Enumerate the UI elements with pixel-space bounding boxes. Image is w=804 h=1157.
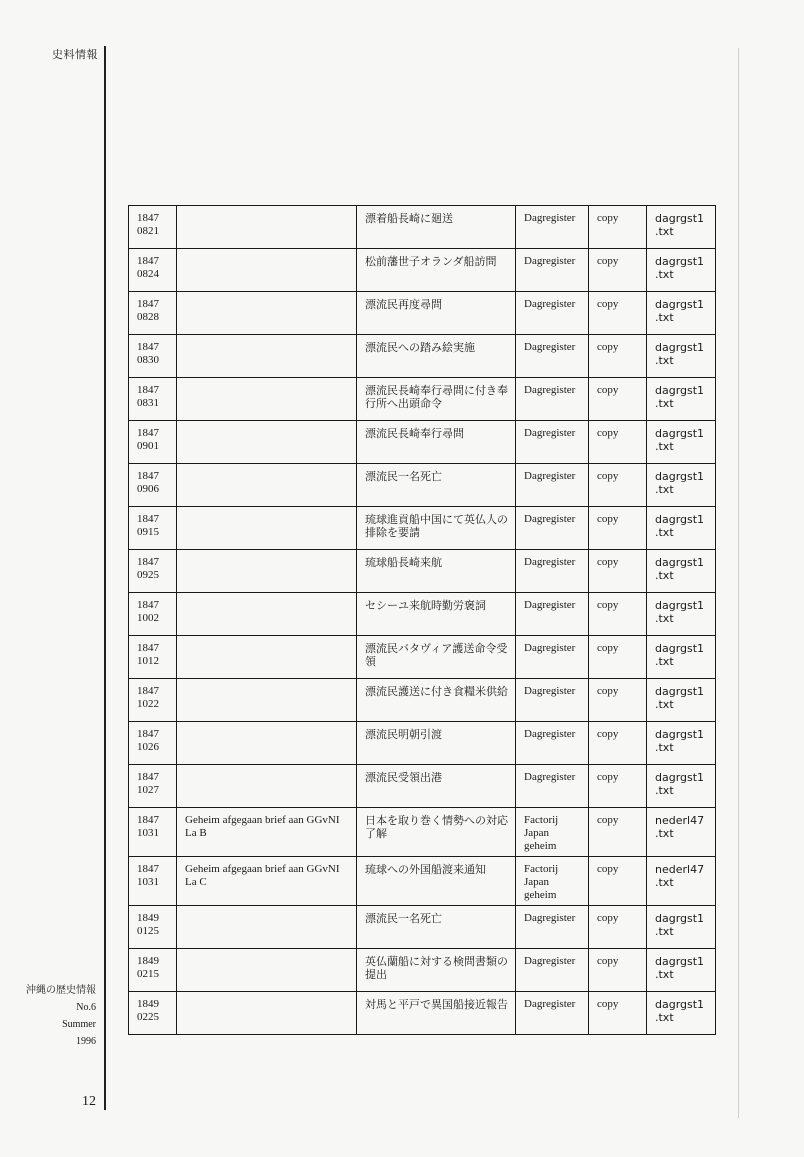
source-cell bbox=[516, 593, 589, 636]
date-date-year: 1847 bbox=[137, 814, 159, 826]
type-cell bbox=[589, 949, 647, 992]
source-source: Dagregister bbox=[524, 298, 576, 310]
date-date-md: 0915 bbox=[137, 526, 159, 538]
source-cell bbox=[516, 378, 589, 421]
type-cell bbox=[589, 550, 647, 593]
table-row bbox=[129, 464, 716, 507]
file-file-line2: .txt bbox=[655, 397, 674, 410]
file-file-line2: .txt bbox=[655, 741, 674, 754]
file-cell bbox=[647, 550, 716, 593]
file-file-line2: .txt bbox=[655, 440, 674, 453]
file-cell bbox=[647, 722, 716, 765]
issue-season: Summer bbox=[62, 1019, 96, 1030]
source-cell bbox=[516, 857, 589, 906]
file-cell bbox=[647, 421, 716, 464]
type-type: copy bbox=[597, 998, 619, 1010]
records-body bbox=[129, 206, 716, 1035]
date-date-md: 1002 bbox=[137, 612, 159, 624]
file-cell bbox=[647, 949, 716, 992]
source-source: Factorij Japan geheim bbox=[524, 863, 559, 901]
type-cell bbox=[589, 249, 647, 292]
date-date-year: 1847 bbox=[137, 863, 159, 875]
file-file-line1: dagrgst1 bbox=[655, 255, 705, 268]
source-cell bbox=[516, 550, 589, 593]
type-type: copy bbox=[597, 427, 619, 439]
subject-cell bbox=[357, 507, 516, 550]
date-date-md: 0828 bbox=[137, 311, 159, 323]
source-source: Dagregister bbox=[524, 998, 576, 1010]
file-file-line1: dagrgst1 bbox=[655, 384, 705, 397]
file-cell bbox=[647, 507, 716, 550]
source-cell bbox=[516, 206, 589, 249]
table-row bbox=[129, 992, 716, 1035]
title-cell bbox=[177, 464, 357, 507]
subject-subject: 琉球船長崎来航 bbox=[365, 556, 442, 569]
file-file-line1: dagrgst1 bbox=[655, 298, 705, 311]
date-cell bbox=[129, 765, 177, 808]
date-date-year: 1847 bbox=[137, 384, 159, 396]
date-cell bbox=[129, 857, 177, 906]
type-type: copy bbox=[597, 599, 619, 611]
source-source: Dagregister bbox=[524, 771, 576, 783]
date-date-year: 1847 bbox=[137, 771, 159, 783]
file-cell bbox=[647, 906, 716, 949]
file-file-line2: .txt bbox=[655, 354, 674, 367]
subject-cell bbox=[357, 421, 516, 464]
date-date-md: 1026 bbox=[137, 741, 159, 753]
date-cell bbox=[129, 679, 177, 722]
file-file-line1: dagrgst1 bbox=[655, 912, 705, 925]
source-cell bbox=[516, 722, 589, 765]
file-file-line2: .txt bbox=[655, 925, 674, 938]
title-cell bbox=[177, 857, 357, 906]
source-source: Dagregister bbox=[524, 255, 576, 267]
file-file-line2: .txt bbox=[655, 1011, 674, 1024]
title-title-line2: La B bbox=[185, 827, 207, 839]
title-cell bbox=[177, 550, 357, 593]
subject-subject: 漂流民受領出港 bbox=[365, 771, 442, 784]
subject-subject: 漂流民明朝引渡 bbox=[365, 728, 442, 741]
table-row bbox=[129, 906, 716, 949]
table-row bbox=[129, 808, 716, 857]
file-cell bbox=[647, 464, 716, 507]
title-cell bbox=[177, 249, 357, 292]
file-cell bbox=[647, 335, 716, 378]
date-cell bbox=[129, 808, 177, 857]
date-date-md: 0215 bbox=[137, 968, 159, 980]
table-row bbox=[129, 507, 716, 550]
date-date-year: 1847 bbox=[137, 427, 159, 439]
file-cell bbox=[647, 206, 716, 249]
file-file-line1: dagrgst1 bbox=[655, 728, 705, 741]
table-row bbox=[129, 249, 716, 292]
date-date-md: 0125 bbox=[137, 925, 159, 937]
table-row bbox=[129, 857, 716, 906]
file-file-line1: dagrgst1 bbox=[655, 642, 705, 655]
title-cell bbox=[177, 292, 357, 335]
file-file-line2: .txt bbox=[655, 268, 674, 281]
title-cell bbox=[177, 507, 357, 550]
source-source: Dagregister bbox=[524, 955, 576, 967]
file-file-line1: dagrgst1 bbox=[655, 341, 705, 354]
file-file-line1: nederl47 bbox=[655, 814, 705, 827]
table-row bbox=[129, 679, 716, 722]
file-cell bbox=[647, 593, 716, 636]
table-row bbox=[129, 949, 716, 992]
date-cell bbox=[129, 550, 177, 593]
type-cell bbox=[589, 808, 647, 857]
file-file-line1: dagrgst1 bbox=[655, 599, 705, 612]
date-cell bbox=[129, 722, 177, 765]
file-cell bbox=[647, 679, 716, 722]
subject-subject: 琉球への外国船渡来通知 bbox=[365, 863, 486, 876]
type-cell bbox=[589, 378, 647, 421]
title-cell bbox=[177, 421, 357, 464]
date-cell bbox=[129, 906, 177, 949]
title-cell bbox=[177, 906, 357, 949]
type-cell bbox=[589, 906, 647, 949]
subject-cell bbox=[357, 679, 516, 722]
source-source: Dagregister bbox=[524, 685, 576, 697]
table-row bbox=[129, 292, 716, 335]
file-cell bbox=[647, 765, 716, 808]
table-row bbox=[129, 421, 716, 464]
source-source: Dagregister bbox=[524, 341, 576, 353]
date-date-year: 1847 bbox=[137, 255, 159, 267]
subject-cell bbox=[357, 206, 516, 249]
date-date-year: 1847 bbox=[137, 212, 159, 224]
type-cell bbox=[589, 992, 647, 1035]
date-date-md: 0901 bbox=[137, 440, 159, 452]
source-cell bbox=[516, 335, 589, 378]
title-cell bbox=[177, 206, 357, 249]
date-date-year: 1849 bbox=[137, 912, 159, 924]
date-date-year: 1849 bbox=[137, 998, 159, 1010]
source-source: Factorij Japan geheim bbox=[524, 814, 559, 852]
source-source: Dagregister bbox=[524, 556, 576, 568]
type-cell bbox=[589, 507, 647, 550]
type-type: copy bbox=[597, 685, 619, 697]
source-source: Dagregister bbox=[524, 513, 576, 525]
source-source: Dagregister bbox=[524, 470, 576, 482]
title-cell bbox=[177, 808, 357, 857]
type-cell bbox=[589, 722, 647, 765]
file-file-line1: dagrgst1 bbox=[655, 685, 705, 698]
file-file-line1: dagrgst1 bbox=[655, 998, 705, 1011]
subject-subject: 漂流民バタヴィア護送命令受領 bbox=[365, 642, 508, 668]
file-cell bbox=[647, 292, 716, 335]
date-date-md: 0821 bbox=[137, 225, 159, 237]
subject-subject: 対馬と平戸で異国船接近報告 bbox=[365, 998, 508, 1011]
date-date-md: 0906 bbox=[137, 483, 159, 495]
subject-subject: 英仏蘭船に対する検問書類の提出 bbox=[365, 955, 508, 981]
subject-cell bbox=[357, 857, 516, 906]
table-row bbox=[129, 378, 716, 421]
type-cell bbox=[589, 593, 647, 636]
table-row bbox=[129, 765, 716, 808]
title-cell bbox=[177, 593, 357, 636]
file-cell bbox=[647, 636, 716, 679]
subject-cell bbox=[357, 464, 516, 507]
subject-cell bbox=[357, 335, 516, 378]
type-type: copy bbox=[597, 771, 619, 783]
date-cell bbox=[129, 636, 177, 679]
title-cell bbox=[177, 378, 357, 421]
type-type: copy bbox=[597, 814, 619, 826]
type-type: copy bbox=[597, 470, 619, 482]
date-date-year: 1847 bbox=[137, 685, 159, 697]
date-cell bbox=[129, 249, 177, 292]
file-file-line2: .txt bbox=[655, 225, 674, 238]
file-file-line1: nederl47 bbox=[655, 863, 705, 876]
subject-cell bbox=[357, 722, 516, 765]
date-date-md: 1031 bbox=[137, 876, 159, 888]
source-source: Dagregister bbox=[524, 427, 576, 439]
title-title-line2: La C bbox=[185, 876, 207, 888]
subject-subject: セシーユ来航時勤労褒詞 bbox=[365, 599, 486, 612]
file-cell bbox=[647, 249, 716, 292]
date-date-year: 1847 bbox=[137, 642, 159, 654]
date-date-md: 0225 bbox=[137, 1011, 159, 1023]
date-cell bbox=[129, 421, 177, 464]
subject-subject: 漂流民長崎奉行尋問に付き奉行所へ出頭命令 bbox=[365, 384, 508, 410]
file-cell bbox=[647, 857, 716, 906]
file-file-line1: dagrgst1 bbox=[655, 427, 705, 440]
date-date-year: 1847 bbox=[137, 341, 159, 353]
type-cell bbox=[589, 292, 647, 335]
source-cell bbox=[516, 636, 589, 679]
type-type: copy bbox=[597, 556, 619, 568]
file-file-line2: .txt bbox=[655, 526, 674, 539]
date-date-md: 0824 bbox=[137, 268, 159, 280]
date-cell bbox=[129, 378, 177, 421]
file-cell bbox=[647, 992, 716, 1035]
source-cell bbox=[516, 464, 589, 507]
date-date-year: 1849 bbox=[137, 955, 159, 967]
date-cell bbox=[129, 507, 177, 550]
subject-subject: 日本を取り巻く情勢への対応了解 bbox=[365, 814, 508, 840]
table-row bbox=[129, 335, 716, 378]
title-cell bbox=[177, 722, 357, 765]
file-file-line2: .txt bbox=[655, 827, 674, 840]
subject-cell bbox=[357, 949, 516, 992]
date-cell bbox=[129, 949, 177, 992]
subject-cell bbox=[357, 378, 516, 421]
file-file-line2: .txt bbox=[655, 655, 674, 668]
file-file-line1: dagrgst1 bbox=[655, 556, 705, 569]
source-cell bbox=[516, 992, 589, 1035]
table-row bbox=[129, 206, 716, 249]
type-type: copy bbox=[597, 728, 619, 740]
type-type: copy bbox=[597, 255, 619, 267]
type-cell bbox=[589, 765, 647, 808]
source-cell bbox=[516, 249, 589, 292]
title-cell bbox=[177, 992, 357, 1035]
type-type: copy bbox=[597, 384, 619, 396]
type-cell bbox=[589, 636, 647, 679]
subject-cell bbox=[357, 636, 516, 679]
file-file-line1: dagrgst1 bbox=[655, 212, 705, 225]
source-cell bbox=[516, 679, 589, 722]
table-row bbox=[129, 593, 716, 636]
source-cell bbox=[516, 507, 589, 550]
date-cell bbox=[129, 292, 177, 335]
subject-subject: 漂着船長崎に廻送 bbox=[365, 212, 453, 225]
source-source: Dagregister bbox=[524, 912, 576, 924]
source-cell bbox=[516, 808, 589, 857]
source-source: Dagregister bbox=[524, 599, 576, 611]
file-cell bbox=[647, 808, 716, 857]
records-table bbox=[128, 205, 716, 1035]
date-date-year: 1847 bbox=[137, 556, 159, 568]
file-file-line2: .txt bbox=[655, 968, 674, 981]
source-cell bbox=[516, 292, 589, 335]
subject-subject: 漂流民護送に付き食糧米供給 bbox=[365, 685, 508, 698]
source-source: Dagregister bbox=[524, 212, 576, 224]
subject-cell bbox=[357, 992, 516, 1035]
date-cell bbox=[129, 464, 177, 507]
date-date-year: 1847 bbox=[137, 470, 159, 482]
subject-subject: 漂流民再度尋問 bbox=[365, 298, 442, 311]
subject-cell bbox=[357, 765, 516, 808]
source-cell bbox=[516, 906, 589, 949]
date-date-md: 1012 bbox=[137, 655, 159, 667]
subject-subject: 琉球進貢船中国にて英仏人の排除を要請 bbox=[365, 513, 508, 539]
date-date-year: 1847 bbox=[137, 298, 159, 310]
issue-number: No.6 bbox=[76, 1002, 96, 1013]
file-file-line1: dagrgst1 bbox=[655, 513, 705, 526]
section-label: 史料情報 bbox=[52, 48, 98, 61]
file-file-line2: .txt bbox=[655, 612, 674, 625]
title-title-line1: Geheim afgegaan brief aan GGvNI bbox=[185, 863, 340, 875]
subject-subject: 漂流民一名死亡 bbox=[365, 470, 442, 483]
type-type: copy bbox=[597, 955, 619, 967]
title-cell bbox=[177, 949, 357, 992]
date-date-md: 0830 bbox=[137, 354, 159, 366]
subject-cell bbox=[357, 292, 516, 335]
type-type: copy bbox=[597, 298, 619, 310]
file-file-line2: .txt bbox=[655, 876, 674, 889]
file-file-line1: dagrgst1 bbox=[655, 771, 705, 784]
type-cell bbox=[589, 421, 647, 464]
type-type: copy bbox=[597, 912, 619, 924]
type-type: copy bbox=[597, 863, 619, 875]
subject-cell bbox=[357, 593, 516, 636]
issue-year: 1996 bbox=[76, 1036, 96, 1047]
source-source: Dagregister bbox=[524, 728, 576, 740]
date-date-md: 1027 bbox=[137, 784, 159, 796]
title-cell bbox=[177, 679, 357, 722]
journal-info bbox=[20, 982, 96, 1050]
file-file-line2: .txt bbox=[655, 784, 674, 797]
file-file-line1: dagrgst1 bbox=[655, 470, 705, 483]
page-number: 12 bbox=[82, 1094, 96, 1109]
title-cell bbox=[177, 335, 357, 378]
title-cell bbox=[177, 636, 357, 679]
date-date-year: 1847 bbox=[137, 513, 159, 525]
type-type: copy bbox=[597, 341, 619, 353]
type-type: copy bbox=[597, 513, 619, 525]
subject-subject: 漂流民への踏み絵実施 bbox=[365, 341, 475, 354]
subject-cell bbox=[357, 906, 516, 949]
type-cell bbox=[589, 464, 647, 507]
date-cell bbox=[129, 335, 177, 378]
type-type: copy bbox=[597, 212, 619, 224]
title-title-line1: Geheim afgegaan brief aan GGvNI bbox=[185, 814, 340, 826]
type-cell bbox=[589, 679, 647, 722]
table-row bbox=[129, 636, 716, 679]
file-file-line2: .txt bbox=[655, 483, 674, 496]
source-cell bbox=[516, 421, 589, 464]
file-file-line2: .txt bbox=[655, 698, 674, 711]
date-cell bbox=[129, 992, 177, 1035]
subject-cell bbox=[357, 550, 516, 593]
date-date-md: 1031 bbox=[137, 827, 159, 839]
date-date-year: 1847 bbox=[137, 599, 159, 611]
file-file-line1: dagrgst1 bbox=[655, 955, 705, 968]
table-row bbox=[129, 722, 716, 765]
date-cell bbox=[129, 206, 177, 249]
date-date-year: 1847 bbox=[137, 728, 159, 740]
date-date-md: 0831 bbox=[137, 397, 159, 409]
type-cell bbox=[589, 857, 647, 906]
subject-subject: 漂流民一名死亡 bbox=[365, 912, 442, 925]
journal-title: 沖縄の歴史情報 bbox=[26, 985, 96, 996]
file-file-line2: .txt bbox=[655, 311, 674, 324]
subject-cell bbox=[357, 808, 516, 857]
right-margin-rule bbox=[738, 48, 739, 1118]
title-cell bbox=[177, 765, 357, 808]
source-cell bbox=[516, 765, 589, 808]
file-cell bbox=[647, 378, 716, 421]
source-source: Dagregister bbox=[524, 384, 576, 396]
date-cell bbox=[129, 593, 177, 636]
subject-subject: 漂流民長崎奉行尋問 bbox=[365, 427, 464, 440]
table-row bbox=[129, 550, 716, 593]
date-date-md: 0925 bbox=[137, 569, 159, 581]
date-date-md: 1022 bbox=[137, 698, 159, 710]
source-source: Dagregister bbox=[524, 642, 576, 654]
subject-subject: 松前藩世子オランダ船訪問 bbox=[365, 255, 497, 268]
type-type: copy bbox=[597, 642, 619, 654]
file-file-line2: .txt bbox=[655, 569, 674, 582]
source-cell bbox=[516, 949, 589, 992]
left-margin-rule bbox=[104, 46, 106, 1110]
type-cell bbox=[589, 206, 647, 249]
subject-cell bbox=[357, 249, 516, 292]
type-cell bbox=[589, 335, 647, 378]
